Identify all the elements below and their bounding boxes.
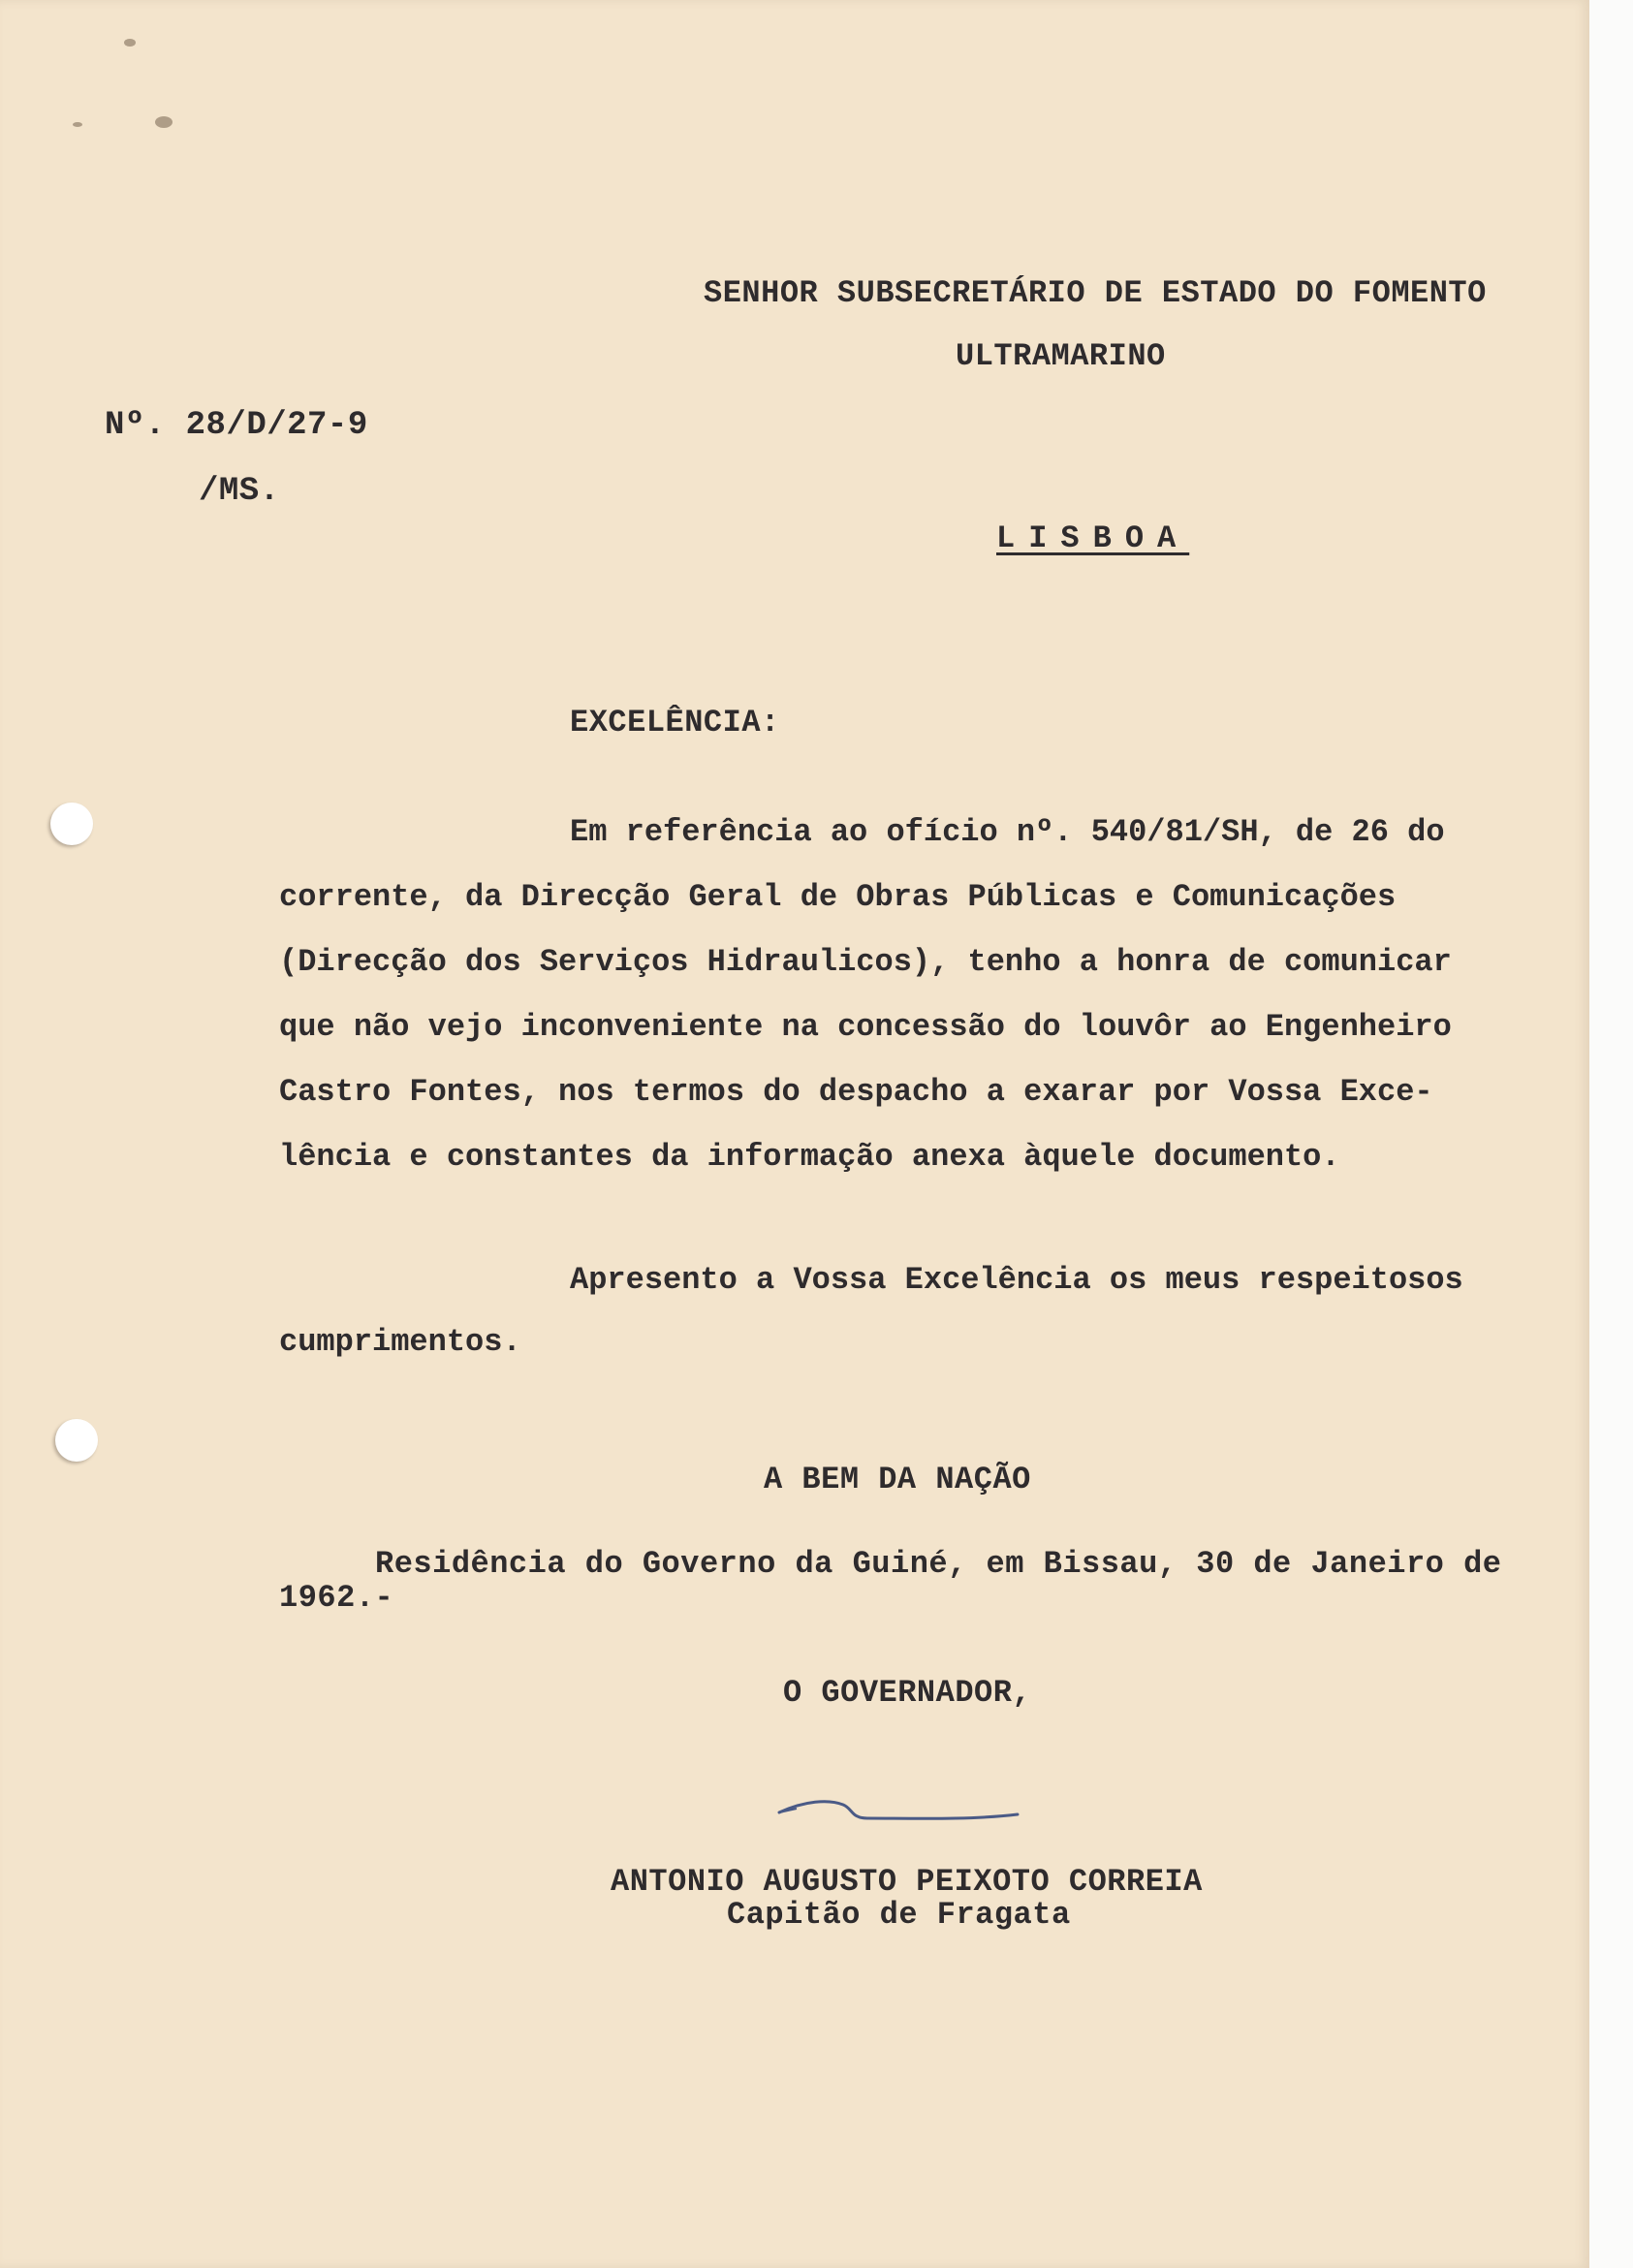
punch-hole	[50, 803, 93, 845]
body-line: corrente, da Direcção Geral de Obras Públicas e Comunicações	[279, 879, 1397, 915]
body-line: lência e constantes da informação anexa àquele documento.	[279, 1139, 1340, 1175]
signatory-role: O GOVERNADOR,	[783, 1675, 1032, 1711]
body-line: Apresento a Vossa Excelência os meus respeitosos	[570, 1262, 1463, 1298]
signatory-name: ANTONIO AUGUSTO PEIXOTO CORREIA	[611, 1864, 1203, 1900]
salutation: EXCELÊNCIA:	[570, 705, 780, 740]
paper-stain	[73, 122, 82, 127]
signatory-rank: Capitão de Fragata	[727, 1897, 1071, 1933]
reference-suffix: /MS.	[199, 473, 280, 510]
recipient-line-1: SENHOR SUBSECRETÁRIO DE ESTADO DO FOMENTO	[704, 275, 1487, 311]
city-heading: LISBOA	[996, 520, 1190, 556]
body-line: cumprimentos.	[279, 1324, 521, 1360]
closing-formula: A BEM DA NAÇÃO	[764, 1462, 1031, 1497]
body-line: Em referência ao ofício nº. 540/81/SH, de 26 do	[570, 814, 1445, 850]
body-line: que não vejo inconveniente na concessão do louvôr ao Engenheiro	[279, 1009, 1452, 1045]
paper-stain	[155, 116, 173, 128]
paper-stain	[124, 39, 136, 47]
signature-mark	[775, 1791, 1027, 1830]
place-date-line-1: Residência do Governo da Guiné, em Bissau, 30 de Janeiro de	[375, 1546, 1502, 1582]
recipient-line-2: ULTRAMARINO	[956, 338, 1166, 374]
punch-hole	[55, 1419, 98, 1462]
body-line: (Direcção dos Serviços Hidraulicos), tenho a honra de comunicar	[279, 944, 1452, 980]
reference-number: Nº. 28/D/27-9	[105, 407, 368, 444]
body-line: Castro Fontes, nos termos do despacho a exarar por Vossa Exce-	[279, 1074, 1433, 1110]
scan-margin	[1589, 0, 1633, 2268]
place-date-line-2: 1962.-	[279, 1580, 394, 1616]
